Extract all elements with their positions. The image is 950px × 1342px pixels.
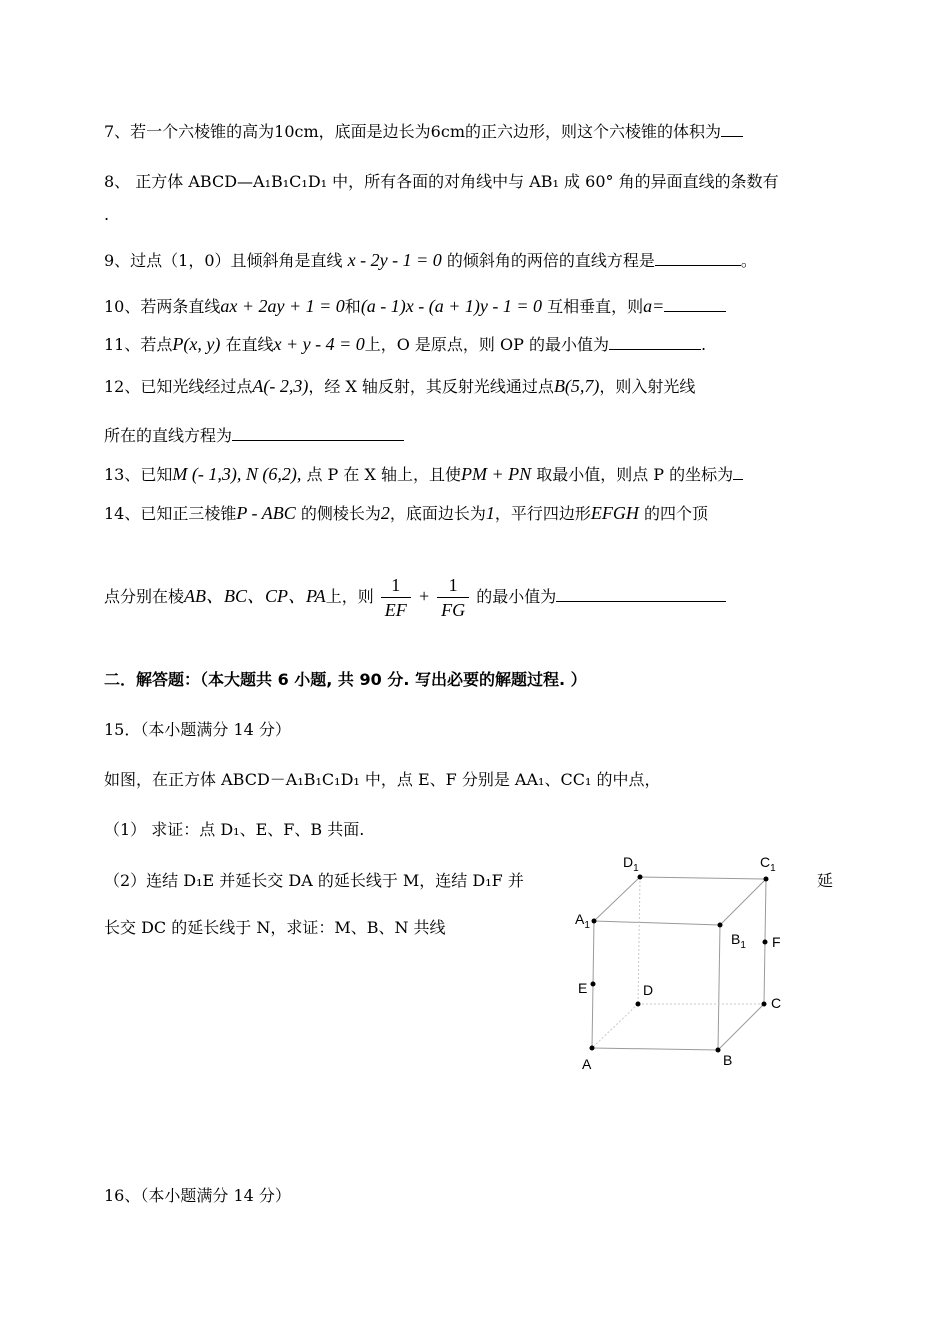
question-7: 7、若一个六棱锥的高为10cm，底面是边长为6cm的正六边形，则这个六棱锥的体积为 xyxy=(104,122,743,142)
question-15-part-2-line-2: 长交 DC 的延长线于 N，求证：M、B、N 共线 xyxy=(104,918,446,937)
question-10: 10、若两条直线ax + 2ay + 1 = 0和(a - 1)x - (a + 1)y - 1 = 0 互相垂直，则a= xyxy=(104,296,726,317)
question-15-part-2-yan: 延 xyxy=(817,871,834,890)
fraction-1-over-fg: $\frac{1}{FG}$ xyxy=(437,573,469,622)
answer-blank xyxy=(556,587,726,602)
label-d1: $D_1$ xyxy=(623,854,639,874)
question-14: 14、已知正三棱锥P - ABC 的侧棱长为2，底面边长为1，平行四边形EFGH 的四个顶 xyxy=(104,503,708,523)
label-b: B xyxy=(723,1052,733,1068)
answer-blank xyxy=(232,426,404,441)
answer-blank xyxy=(609,335,701,350)
question-13: 13、已知M (- 1,3), N (6,2), 点 P 在 X 轴上，且使PM + PN 取最小值，则点 P 的坐标为 xyxy=(104,464,743,485)
label-c: C xyxy=(771,995,782,1011)
question-12: 12、已知光线经过点A(- 2,3)，经 X 轴反射，其反射光线通过点B(5,7)，则入射光线 xyxy=(104,376,696,396)
label-a: A xyxy=(582,1056,592,1072)
answer-blank xyxy=(655,251,741,266)
question-8-dot: . xyxy=(104,205,110,224)
question-16-heading: 16、（本小题满分 14 分） xyxy=(104,1186,291,1205)
answer-blank xyxy=(664,297,726,312)
label-a1: $A_1$ xyxy=(575,911,590,931)
question-15-text: 如图，在正方体 ABCD－A₁B₁C₁D₁ 中，点 E、F 分别是 AA₁、CC₁ 的中点， xyxy=(104,770,661,789)
question-12-line-2: 所在的直线方程为 xyxy=(104,426,404,446)
question-15-heading: 15．（本小题满分 14 分） xyxy=(104,720,291,739)
question-15-part-2: （2）连结 D₁E 并延长交 DA 的延长线于 M，连结 D₁F 并 xyxy=(104,871,524,890)
cube-figure xyxy=(566,850,826,1090)
question-14-line-2: 点分别在棱AB、BC、CP、PA上，则 $\frac{1}{EF}$ + $\frac{1}{FG}$ 的最小值为 xyxy=(104,572,726,622)
label-f: F xyxy=(772,934,781,950)
section-2-heading: 二．解答题：（本大题共 6 小题, 共 90 分. 写出必要的解题过程. ） xyxy=(104,670,587,689)
label-e: E xyxy=(578,980,588,996)
question-15-part-1: （1） 求证：点 D₁、E、F、B 共面. xyxy=(104,820,365,839)
question-9: 9、过点（1，0）且倾斜角是直线 x - 2y - 1 = 0 的倾斜角的两倍的直线方程是 。 xyxy=(104,250,757,270)
label-d: D xyxy=(643,982,654,998)
label-c1: $C_1$ xyxy=(760,854,776,874)
label-b1: $B_1$ xyxy=(731,931,746,951)
question-8: 8、 正方体 ABCD—A₁B₁C₁D₁ 中，所有各面的对角线中与 AB₁ 成 60° 角的异面直线的条数有 xyxy=(104,172,779,191)
answer-blank xyxy=(733,465,743,480)
fraction-1-over-ef: $\frac{1}{EF}$ xyxy=(381,573,411,622)
question-11: 11、若点P(x, y) 在直线x + y - 4 = 0上，O 是原点，则 OP 的最小值为 . xyxy=(104,334,707,354)
answer-blank xyxy=(721,122,743,137)
